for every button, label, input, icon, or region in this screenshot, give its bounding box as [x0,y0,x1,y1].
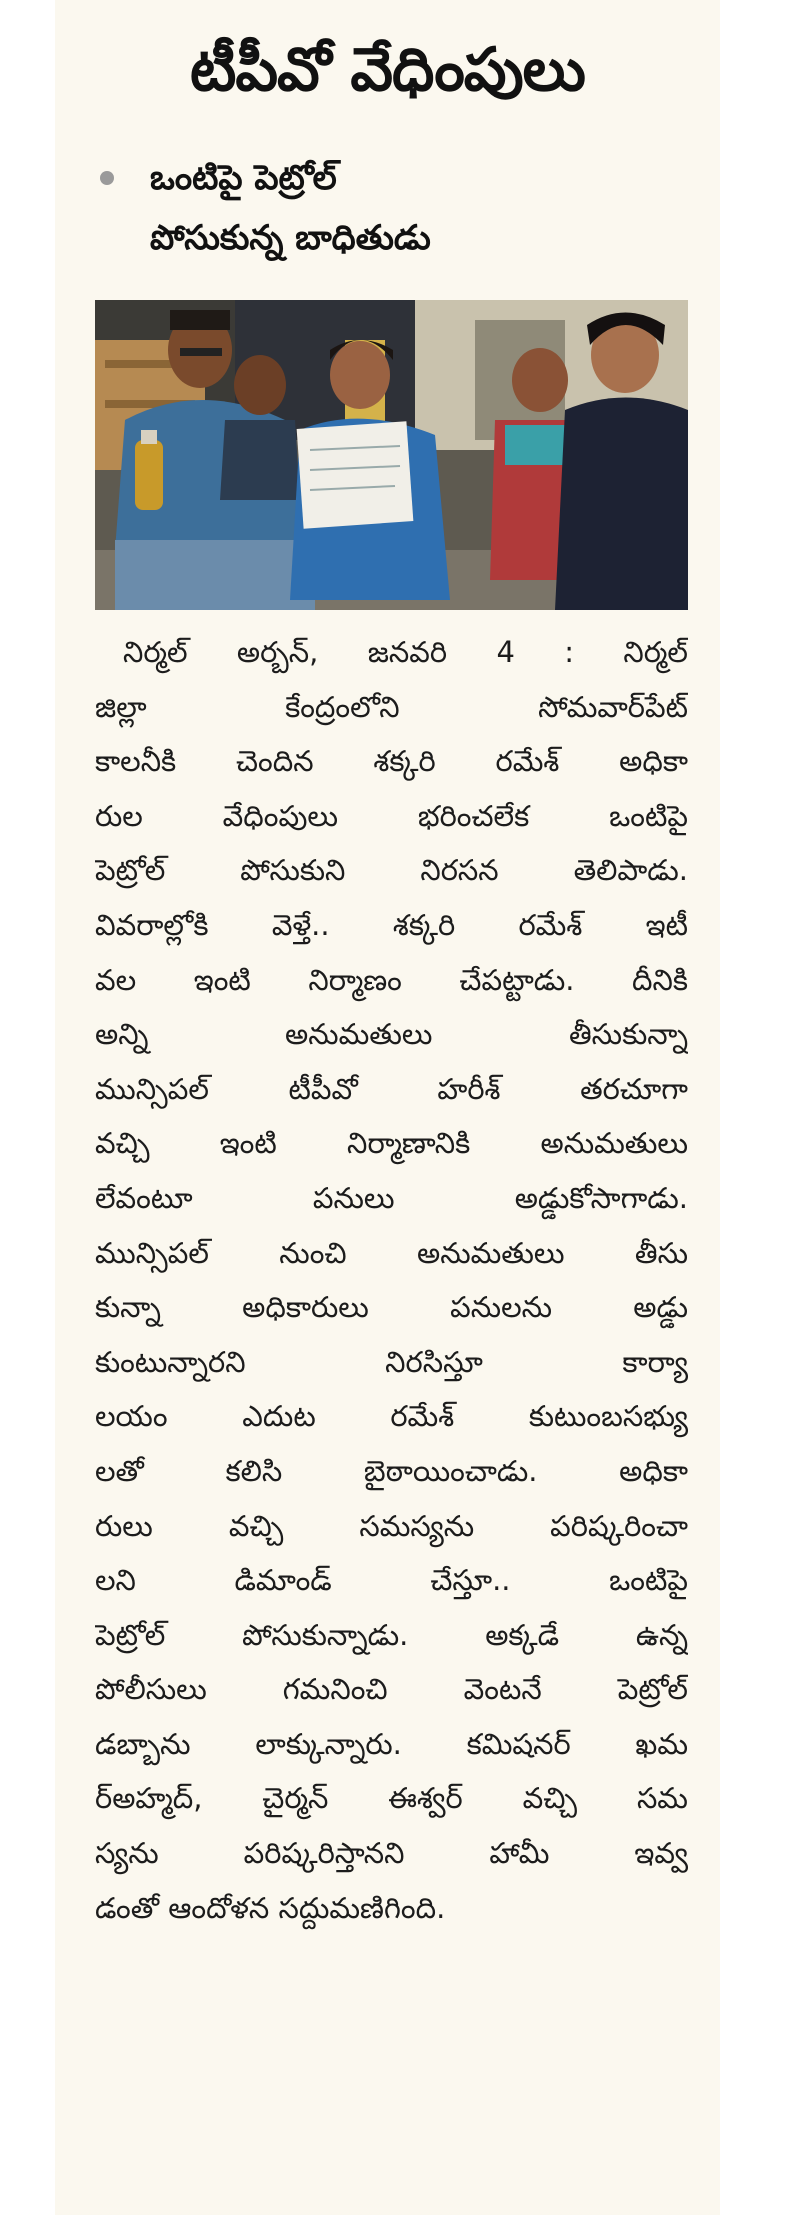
headline: టీపీవో వేధింపులు [190,35,585,105]
article-line: ర్‌అహ్మద్, చైర్మన్ ఈశ్వర్ వచ్చి సమ [95,1781,688,1816]
article-line: డంతో ఆందోళన సద్దుమణిగింది. [95,1890,446,1925]
article-line: లతో కలిసి బైఠాయించాడు. అధికా [95,1453,688,1488]
article-line: పోలీసులు గమనించి వెంటనే పెట్రోల్ [95,1672,688,1707]
article-body [95,625,688,1935]
article-line: లని డిమాండ్ చేస్తూ.. ఒంటిపై [95,1563,688,1598]
article-line: రుల వేధింపులు భరించలేక ఒంటిపై [95,798,688,833]
subheadline [100,148,700,268]
article-line: నిర్మల్ అర్బన్, జనవరి 4 : నిర్మల్ [123,635,688,669]
article-line: మున్సిపల్ నుంచి అనుమతులు తీసు [95,1235,688,1270]
article-line: వివరాల్లోకి వెళ్తే.. శక్కరి రమేశ్ ఇటీ [95,907,688,942]
subheadline-line-2: పోసుకున్న బాధితుడు [150,218,431,258]
news-photo [95,300,688,610]
article-line: స్యను పరిష్కరిస్తానని హామీ ఇవ్వ [95,1836,688,1871]
article-line: లయం ఎదుట రమేశ్ కుటుంబసభ్యు [95,1399,688,1434]
article-line: కుంటున్నారని నిరసిస్తూ కార్యా [95,1344,688,1379]
article-line: మున్సిపల్ టీపీవో హరీశ్ తరచూగా [95,1071,688,1106]
article-line: రులు వచ్చి సమస్యను పరిష్కరించా [95,1508,688,1543]
article-line: డబ్బాను లాక్కున్నారు. కమిషనర్ ఖమ [95,1726,688,1761]
article-line: లేవంటూ పనులు అడ్డుకోసాగాడు. [95,1180,688,1215]
subheadline-row [100,148,700,208]
article-line: వచ్చి ఇంటి నిర్మాణానికి అనుమతులు [95,1126,688,1161]
protest-photo-icon [95,300,688,610]
bullet-icon [100,171,114,185]
article-line: జిల్లా కేంద్రంలోని సోమవార్‌పేట్ [95,689,688,724]
article-line: వల ఇంటి నిర్మాణం చేపట్టాడు. దీనికి [95,962,688,997]
subheadline-line-1: ఒంటిపై పెట్రోల్ [150,158,337,198]
article-line: పెట్రోల్ పోసుకున్నాడు. అక్కడే ఉన్న [95,1617,688,1652]
article-line: కాలనీకి చెందిన శక్కరి రమేశ్ అధికా [95,744,688,779]
article-line: అన్ని అనుమతులు తీసుకున్నా [95,1017,688,1052]
subheadline-row [100,208,700,268]
article-line: పెట్రోల్ పోసుకుని నిరసన తెలిపాడు. [95,853,688,888]
article-line: కున్నా అధికారులు పనులను అడ్డు [95,1290,688,1325]
